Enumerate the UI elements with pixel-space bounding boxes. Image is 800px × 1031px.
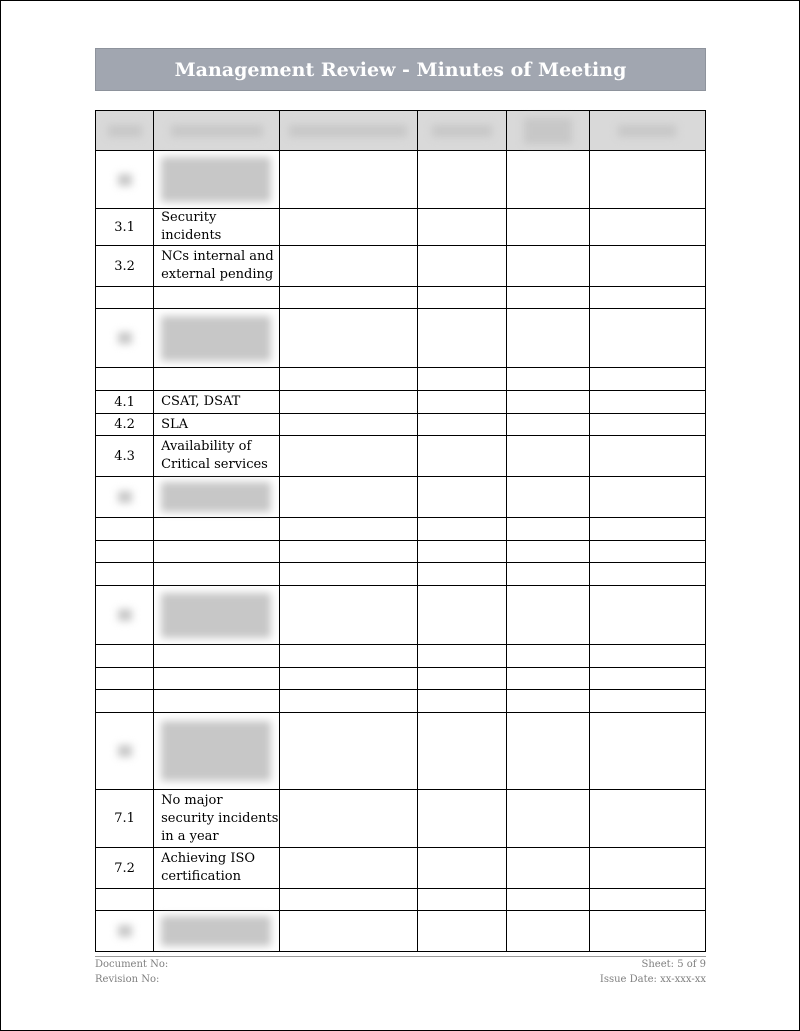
- item-number: 7.2: [114, 860, 135, 876]
- issue-date: Issue Date: xx-xxx-xx: [599, 974, 706, 985]
- agenda-item-cell: [154, 563, 280, 586]
- agenda-item-cell: [154, 668, 280, 690]
- empty-cell: [506, 848, 589, 889]
- empty-cell: [280, 309, 417, 368]
- empty-cell: [506, 414, 589, 436]
- empty-cell: [280, 518, 417, 541]
- empty-cell: [417, 391, 506, 414]
- item-number: 4.2: [114, 417, 135, 432]
- table-body: [96, 151, 706, 952]
- agenda-item-cell: [154, 477, 280, 518]
- table-row: [96, 713, 706, 790]
- empty-cell: [589, 287, 705, 309]
- empty-cell: [280, 151, 417, 209]
- empty-cell: [506, 541, 589, 563]
- item-number-cell: [96, 790, 154, 848]
- empty-cell: [589, 246, 705, 287]
- redacted-number: [118, 745, 132, 757]
- empty-cell: [589, 668, 705, 690]
- agenda-item-cell: [154, 309, 280, 368]
- agenda-item-cell: [154, 848, 280, 889]
- empty-cell: [417, 368, 506, 391]
- empty-cell: [589, 645, 705, 668]
- sheet-number: Sheet: 5 of 9: [641, 959, 706, 970]
- header-row: [96, 111, 706, 151]
- empty-cell: [506, 246, 589, 287]
- item-number-cell: [96, 690, 154, 713]
- empty-cell: [506, 563, 589, 586]
- empty-cell: [589, 391, 705, 414]
- empty-cell: [280, 790, 417, 848]
- empty-cell: [589, 477, 705, 518]
- agenda-item-cell: [154, 246, 280, 287]
- agenda-item-cell: [154, 541, 280, 563]
- agenda-item-cell: [154, 414, 280, 436]
- table-row: [96, 287, 706, 309]
- empty-cell: [417, 518, 506, 541]
- header-cell: [154, 111, 280, 151]
- empty-cell: [506, 518, 589, 541]
- table-row: [96, 518, 706, 541]
- table-row: [96, 586, 706, 645]
- agenda-item-cell: [154, 209, 280, 246]
- redacted-number: [118, 609, 132, 621]
- empty-cell: [589, 790, 705, 848]
- empty-cell: [506, 668, 589, 690]
- empty-cell: [417, 645, 506, 668]
- agenda-item-text: Availability of Critical services: [161, 439, 268, 472]
- empty-cell: [417, 848, 506, 889]
- table-row: [96, 436, 706, 477]
- item-number-cell: [96, 563, 154, 586]
- table-row: [96, 563, 706, 586]
- empty-cell: [589, 541, 705, 563]
- table-row: [96, 911, 706, 952]
- empty-cell: [506, 368, 589, 391]
- agenda-item-cell: [154, 518, 280, 541]
- empty-cell: [280, 645, 417, 668]
- table-row: [96, 368, 706, 391]
- item-number-cell: [96, 391, 154, 414]
- empty-cell: [506, 690, 589, 713]
- item-number: 4.3: [114, 448, 135, 464]
- empty-cell: [589, 889, 705, 911]
- empty-cell: [280, 713, 417, 790]
- empty-cell: [280, 391, 417, 414]
- agenda-item-text: Achieving ISO certification: [161, 851, 256, 884]
- agenda-item-cell: [154, 368, 280, 391]
- empty-cell: [506, 436, 589, 477]
- empty-cell: [417, 911, 506, 952]
- item-number-cell: [96, 414, 154, 436]
- redacted-number: [118, 925, 132, 937]
- redacted-number: [118, 491, 132, 503]
- empty-cell: [589, 563, 705, 586]
- agenda-item-cell: [154, 586, 280, 645]
- item-number: 3.1: [114, 219, 135, 235]
- empty-cell: [417, 309, 506, 368]
- item-number-cell: [96, 477, 154, 518]
- redacted-item-text: [161, 721, 271, 781]
- empty-cell: [506, 790, 589, 848]
- item-number-cell: [96, 287, 154, 309]
- table-row: [96, 690, 706, 713]
- table-row: [96, 477, 706, 518]
- empty-cell: [417, 790, 506, 848]
- item-number-cell: [96, 246, 154, 287]
- empty-cell: [589, 586, 705, 645]
- item-number-cell: [96, 309, 154, 368]
- empty-cell: [280, 209, 417, 246]
- empty-cell: [280, 911, 417, 952]
- empty-cell: [506, 209, 589, 246]
- agenda-item-cell: [154, 889, 280, 911]
- item-number-cell: [96, 911, 154, 952]
- agenda-item-text: CSAT, DSAT: [161, 394, 241, 409]
- empty-cell: [506, 309, 589, 368]
- table-row: [96, 848, 706, 889]
- redacted-item-text: [161, 316, 271, 361]
- agenda-item-cell: [154, 287, 280, 309]
- agenda-item-cell: [154, 645, 280, 668]
- empty-cell: [589, 848, 705, 889]
- item-number-cell: [96, 713, 154, 790]
- agenda-item-text: No major security incidents in a year: [161, 792, 279, 844]
- table-row: [96, 645, 706, 668]
- empty-cell: [417, 209, 506, 246]
- empty-cell: [506, 391, 589, 414]
- agenda-item-cell: [154, 911, 280, 952]
- agenda-item-cell: [154, 713, 280, 790]
- item-number-cell: [96, 668, 154, 690]
- agenda-item-text: Security incidents: [161, 210, 222, 243]
- empty-cell: [417, 151, 506, 209]
- empty-cell: [280, 368, 417, 391]
- item-number-cell: [96, 368, 154, 391]
- header-cell: [96, 111, 154, 151]
- header-cell: [589, 111, 705, 151]
- empty-cell: [280, 477, 417, 518]
- agenda-item-text: NCs internal and external pending: [161, 249, 274, 282]
- empty-cell: [280, 541, 417, 563]
- empty-cell: [280, 436, 417, 477]
- item-number-cell: [96, 586, 154, 645]
- empty-cell: [417, 690, 506, 713]
- empty-cell: [589, 151, 705, 209]
- document-no-label: Document No:: [95, 959, 169, 970]
- header-cell: [506, 111, 589, 151]
- empty-cell: [417, 668, 506, 690]
- empty-cell: [506, 713, 589, 790]
- empty-cell: [417, 246, 506, 287]
- empty-cell: [506, 889, 589, 911]
- table-row: [96, 151, 706, 209]
- minutes-table: [95, 110, 706, 952]
- table-row: [96, 309, 706, 368]
- item-number-cell: [96, 436, 154, 477]
- agenda-item-cell: [154, 151, 280, 209]
- table-row: [96, 246, 706, 287]
- redacted-item-text: [161, 916, 271, 946]
- empty-cell: [280, 414, 417, 436]
- empty-cell: [417, 889, 506, 911]
- redacted-item-text: [161, 593, 271, 638]
- empty-cell: [280, 586, 417, 645]
- empty-cell: [506, 287, 589, 309]
- agenda-item-cell: [154, 790, 280, 848]
- empty-cell: [589, 518, 705, 541]
- redacted-number: [118, 332, 132, 344]
- table-row: [96, 414, 706, 436]
- empty-cell: [280, 690, 417, 713]
- item-number-cell: [96, 151, 154, 209]
- empty-cell: [417, 563, 506, 586]
- footer-divider: [95, 956, 706, 957]
- empty-cell: [506, 645, 589, 668]
- item-number-cell: [96, 848, 154, 889]
- empty-cell: [280, 246, 417, 287]
- empty-cell: [589, 436, 705, 477]
- redacted-item-text: [161, 482, 271, 512]
- header-cell: [280, 111, 417, 151]
- empty-cell: [506, 151, 589, 209]
- empty-cell: [506, 911, 589, 952]
- item-number: 3.2: [114, 258, 135, 274]
- redacted-number: [118, 174, 132, 186]
- empty-cell: [417, 541, 506, 563]
- empty-cell: [280, 563, 417, 586]
- empty-cell: [589, 309, 705, 368]
- empty-cell: [589, 414, 705, 436]
- empty-cell: [417, 436, 506, 477]
- item-number: 4.1: [114, 394, 135, 410]
- empty-cell: [506, 477, 589, 518]
- empty-cell: [280, 287, 417, 309]
- agenda-item-cell: [154, 436, 280, 477]
- empty-cell: [417, 287, 506, 309]
- item-number: 7.1: [114, 811, 135, 826]
- revision-no-label: Revision No:: [95, 974, 160, 985]
- redacted-item-text: [161, 157, 271, 202]
- table-row: [96, 790, 706, 848]
- empty-cell: [589, 368, 705, 391]
- header-cell: [417, 111, 506, 151]
- agenda-item-text: SLA: [161, 416, 189, 432]
- table-row: [96, 889, 706, 911]
- empty-cell: [417, 586, 506, 645]
- table-row: [96, 541, 706, 563]
- empty-cell: [280, 668, 417, 690]
- empty-cell: [280, 889, 417, 911]
- footer: [95, 959, 706, 989]
- table-row: [96, 391, 706, 414]
- item-number-cell: [96, 889, 154, 911]
- empty-cell: [589, 690, 705, 713]
- empty-cell: [506, 586, 589, 645]
- table-header: [96, 111, 706, 151]
- empty-cell: [280, 848, 417, 889]
- item-number-cell: [96, 209, 154, 246]
- empty-cell: [417, 713, 506, 790]
- table-row: [96, 209, 706, 246]
- table-row: [96, 668, 706, 690]
- agenda-item-cell: [154, 690, 280, 713]
- empty-cell: [589, 911, 705, 952]
- empty-cell: [417, 414, 506, 436]
- empty-cell: [589, 713, 705, 790]
- item-number-cell: [96, 645, 154, 668]
- agenda-item-cell: [154, 391, 280, 414]
- item-number-cell: [96, 518, 154, 541]
- document-title: Management Review - Minutes of Meeting: [95, 48, 706, 91]
- empty-cell: [417, 477, 506, 518]
- item-number-cell: [96, 541, 154, 563]
- empty-cell: [589, 209, 705, 246]
